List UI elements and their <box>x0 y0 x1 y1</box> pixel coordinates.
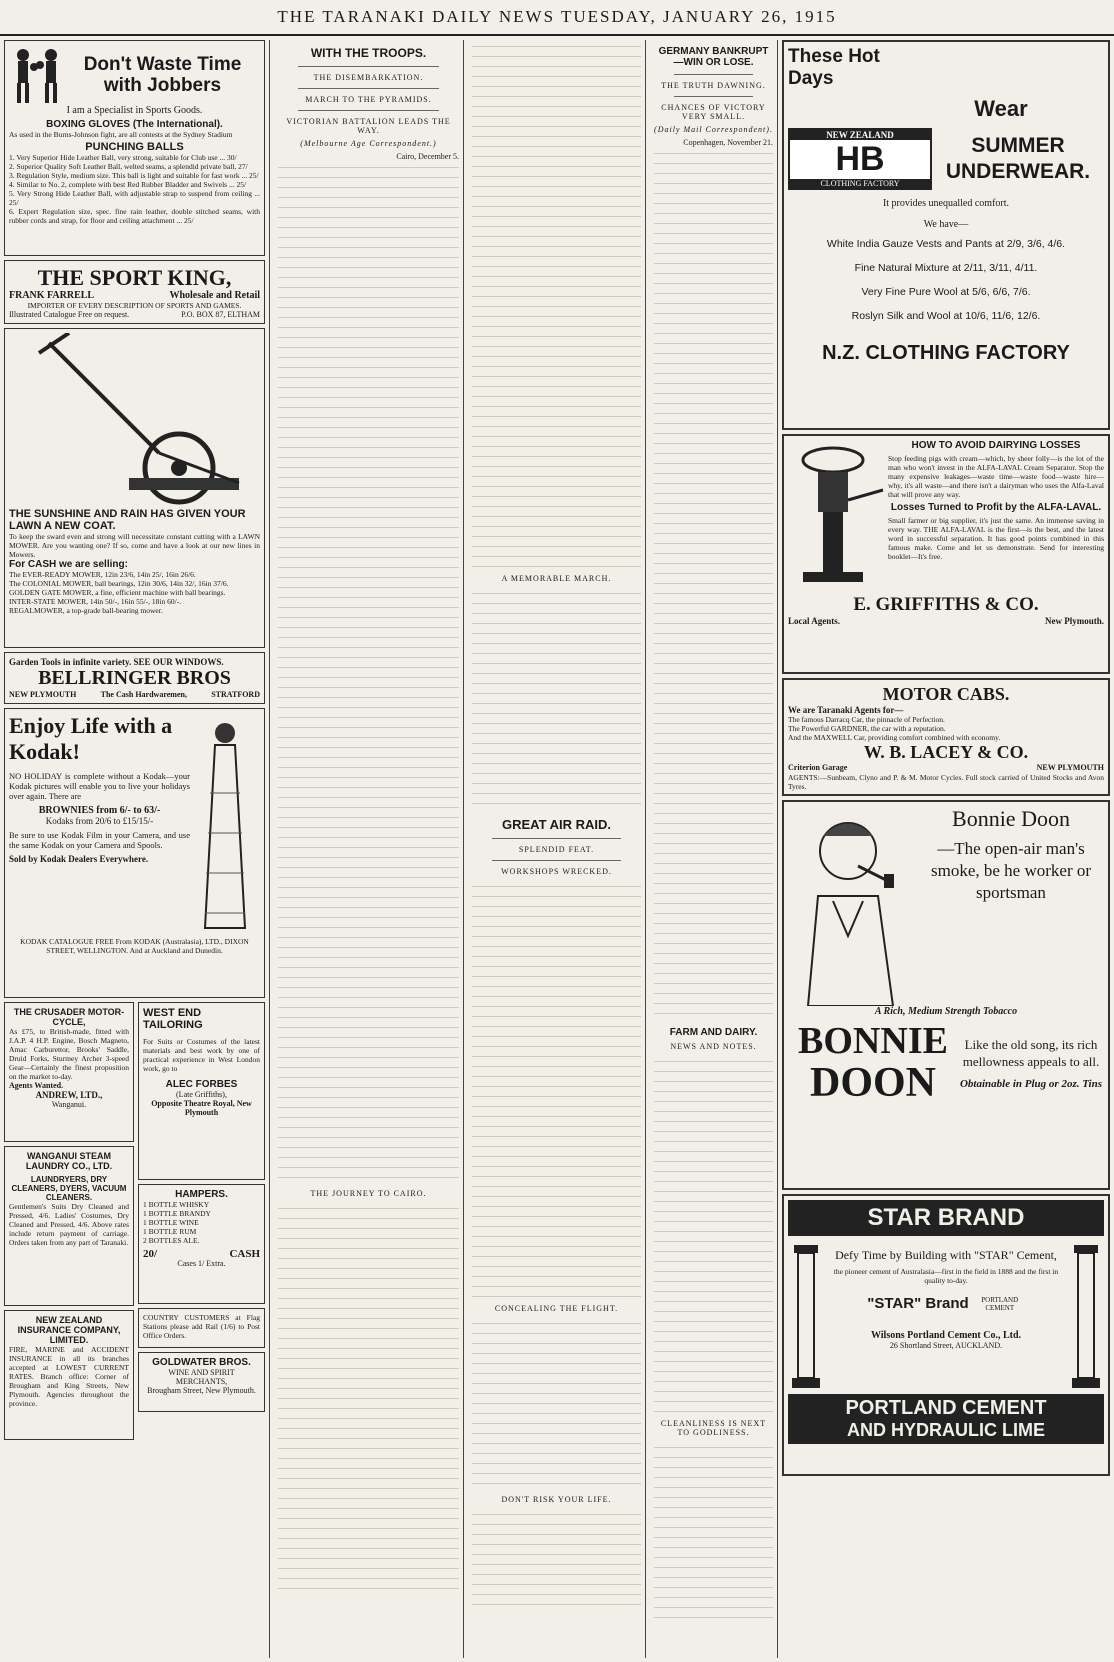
hamper-item: 2 BOTTLES ALE. <box>143 1236 200 1245</box>
launderers-title: LAUNDRYERS, DRY CLEANERS, DYERS, VACUUM CLEANERS. <box>11 1175 127 1202</box>
lacey-town: NEW PLYMOUTH <box>1036 763 1104 772</box>
lawn-mower-illustration-icon <box>9 333 259 508</box>
kodak-text: NO HOLIDAY is complete without a Kodak—your Kodak pictures will enable you to live your holidays over again. There are <box>9 771 190 801</box>
jobbers-title: Don't Waste Time with Jobbers <box>83 54 242 96</box>
article-subhead: THE JOURNEY TO CAIRO. <box>310 1189 427 1198</box>
article-credit: (Daily Mail Correspondent). <box>654 125 773 134</box>
pipe-smoker-illustration-icon <box>788 806 918 1006</box>
griffiths-name: E. GRIFFITHS & CO. <box>853 594 1039 615</box>
laundry-title: WANGANUI STEAM LAUNDRY CO., LTD. <box>25 1151 113 1171</box>
bonnie-title: Bonnie Doon <box>952 806 1070 831</box>
bell-right: STRATFORD <box>211 690 260 699</box>
article-subhead: WORKSHOPS WRECKED. <box>501 867 612 876</box>
article-subhead: NEWS AND NOTES. <box>670 1042 757 1051</box>
cash-heading: For CASH we are selling: <box>9 559 128 570</box>
motor-line: The famous Darracq Car, the pinnacle of Perfection. <box>788 715 945 724</box>
lacey-name: W. B. LACEY & CO. <box>863 742 1029 762</box>
wilsons-name: Wilsons Portland Cement Co., Ltd. <box>870 1330 1022 1341</box>
article-subhead: THE TRUTH DAWNING. <box>661 81 766 90</box>
punching-item: 5. Very Strong Hide Leather Ball, with adjustable strap to suspend from ceiling ... 25/ <box>9 189 260 207</box>
mower-item: REGALMOWER, a top-grade ball-bearing mower. <box>9 606 163 615</box>
bell-left: NEW PLYMOUTH <box>9 690 77 699</box>
bellringer-title: BELLRINGER BROS <box>38 667 231 689</box>
punching-item: 1. Very Superior Hide Leather Ball, very strong, suitable for Club use ... 30/ <box>9 153 237 162</box>
goldwater-address: Brougham Street, New Plymouth. <box>147 1386 256 1395</box>
farm-headline: FARM AND DAIRY. <box>669 1027 758 1038</box>
column-1-advertisements <box>4 40 270 1658</box>
kodak-sold: Sold by Kodak Dealers Everywhere. <box>9 854 149 864</box>
brownies-price: BROWNIES from 6/- to 63/- <box>38 805 161 816</box>
motor-cabs-ad <box>782 678 1110 796</box>
portland-small: PORTLAND CEMENT <box>981 1295 1019 1312</box>
punching-item: 4. Similar to No. 2, complete with best Red Rubber Bladder and Swivels ... 25/ <box>9 180 247 189</box>
hamper-item: 1 BOTTLE BRANDY <box>143 1209 211 1218</box>
article-subhead: THE DISEMBARKATION. <box>313 73 424 82</box>
masthead: THE TARANAKI DAILY NEWS TUESDAY, JANUARY 26, 1915 <box>0 0 1114 36</box>
alec-forbes: ALEC FORBES <box>165 1079 238 1090</box>
article-body <box>472 40 641 570</box>
article-subhead: DON'T RISK YOUR LIFE. <box>501 1495 612 1504</box>
country-ad <box>138 1308 265 1348</box>
wool-item: White India Gauze Vests and Pants at 2/9, 3/6, 4/6. <box>826 238 1066 250</box>
bonnie-big-2: DOON <box>810 1060 936 1106</box>
punching-item: 6. Expert Regulation size, spec. fine rain leather, double stitched seams, with rubber cords and strap, for floor and ceiling attachment ... 25/ <box>9 207 260 225</box>
star-brand-name: "STAR" Brand <box>867 1295 969 1312</box>
cream-separator-illustration-icon <box>788 440 888 590</box>
star-brand-banner: STAR BRAND <box>788 1200 1104 1236</box>
bonnie-doon-ad <box>782 800 1110 1190</box>
article-dateline: Cairo, December 5. <box>396 152 459 161</box>
crusader-agents: Agents Wanted. <box>9 1081 64 1090</box>
bonnie-tagline: —The open-air man's smoke, be he worker or sportsman <box>930 839 1092 902</box>
bellringer-ad <box>4 652 265 704</box>
insurance-ad <box>4 1310 134 1440</box>
column-4-articles <box>650 40 778 1658</box>
mower-item: INTER-STATE MOWER, 14in 50/-, 16in 55/-, 18in 60/-. <box>9 597 182 606</box>
crusader-title: THE CRUSADER MOTOR-CYCLE, <box>13 1007 125 1027</box>
hampers-ad <box>138 1184 265 1304</box>
farrell-line: IMPORTER OF EVERY DESCRIPTION OF SPORTS AND GAMES. <box>27 301 242 310</box>
article-subhead: A MEMORABLE MARCH. <box>501 574 612 583</box>
motor-line: And the MAXWELL Car, providing comfort combined with economy. <box>788 733 1001 742</box>
hamper-item: 1 BOTTLE WHISKY <box>143 1200 210 1209</box>
article-subhead: VICTORIAN BATTALION LEADS THE WAY. <box>286 117 451 135</box>
crusader-ad <box>4 1002 134 1142</box>
dairy-heading: HOW TO AVOID DAIRYING LOSSES <box>911 440 1081 451</box>
article-body <box>654 1441 773 1621</box>
article-subhead: CONCEALING THE FLIGHT. <box>494 1304 619 1313</box>
summer-underwear: SUMMER UNDERWEAR. <box>945 134 1091 183</box>
losses-line: Losses Turned to Profit by the ALFA-LAVAL. <box>890 502 1102 513</box>
west-end-title: WEST END <box>143 1007 202 1019</box>
alfa-laval-ad <box>782 434 1110 674</box>
west-end-ad <box>138 1002 265 1180</box>
kodak-ad <box>4 708 265 998</box>
mower-item: The EVER-READY MOWER, 12in 23/6, 14in 25/, 16in 26/6. <box>9 570 196 579</box>
bankrupt-headline: GERMANY BANKRUPT—WIN OR LOSE. <box>658 46 769 68</box>
wool-item: Roslyn Silk and Wool at 10/6, 11/6, 12/6. <box>851 310 1041 322</box>
article-credit: (Melbourne Age Correspondent.) <box>300 139 437 148</box>
motor-title: MOTOR CABS. <box>882 684 1010 704</box>
bonnie-rich: A Rich, Medium Strength Tobacco <box>874 1006 1018 1017</box>
country-text: COUNTRY CUSTOMERS at Flag Stations please add Rail (1/6) to Post Office Orders. <box>143 1313 260 1340</box>
article-subhead: MARCH TO THE PYRAMIDS. <box>305 95 432 104</box>
criterion-garage: Criterion Garage <box>788 763 848 772</box>
sport-king-ad <box>4 260 265 324</box>
portland-banner-1: PORTLAND CEMENT <box>845 1397 1047 1419</box>
tailoring-title: TAILORING <box>143 1019 203 1031</box>
lawn-mower-ad <box>4 328 265 648</box>
hamper-item: 1 BOTTLE RUM <box>143 1227 197 1236</box>
column-pillar-icon <box>788 1240 824 1390</box>
alec-late: (Late Griffiths), <box>176 1090 227 1099</box>
griffiths-local: Local Agents. <box>788 616 841 626</box>
motor-agents: We are Taranaki Agents for— <box>788 705 904 715</box>
hamper-cash: CASH <box>229 1248 260 1260</box>
mower-text: To keep the sward even and strong will necessitate constant cutting with a LAWN MOWER. Are you wanting one? If so, come and have a look at our new lines in Mowers. <box>9 532 260 559</box>
article-body <box>654 1055 773 1415</box>
column-pillar-icon <box>1068 1240 1104 1390</box>
dairy-more: Small farmer or big supplier, it's just the same. An immense saving in every way. THE ALFA-LAVAL is the first—is the best, and the latest word in successful separation. It has good points combined in this famous make. Come and let us demonstrate. Send for interesting booklet—It's free. <box>888 516 1104 561</box>
boxers-illustration-icon <box>9 45 65 105</box>
punching-heading: PUNCHING BALLS <box>85 141 184 153</box>
sport-king-title: THE SPORT KING, <box>37 265 232 290</box>
bonnie-like: Like the old song, its rich mellowness appeals to all. <box>962 1037 1100 1069</box>
bell-mid: The Cash Hardwaremen, <box>100 690 187 699</box>
article-body <box>472 1508 641 1608</box>
alec-address: Opposite Theatre Royal, New Plymouth <box>151 1099 252 1117</box>
mower-item: GOLDEN GATE MOWER, a fine, efficient machine with ball bearings. <box>9 588 226 597</box>
article-headline: WITH THE TROOPS. <box>310 46 427 60</box>
tailor-text: For Suits or Costumes of the latest materials and best work by one of practical experience in West London work, go to <box>143 1037 260 1073</box>
insurance-text: FIRE, MARINE and ACCIDENT INSURANCE in all its branches accepted at LOWEST CURRENT RATES. Branch office: Corner of Brougham and King Streets, New Plymouth. Agencies throughout the province. <box>9 1345 129 1408</box>
article-body <box>472 1317 641 1487</box>
hb-badge <box>788 128 932 190</box>
hb-badge-bottom: CLOTHING FACTORY <box>790 179 930 188</box>
article-subhead: CHANCES OF VICTORY VERY SMALL. <box>661 103 766 121</box>
comfort-line: It provides unequalled comfort. <box>882 198 1010 209</box>
article-body <box>472 587 641 807</box>
kodaks-price: Kodaks from 20/6 to £15/15/- <box>45 816 154 826</box>
article-subhead: SPLENDID FEAT. <box>518 845 595 854</box>
punching-item: 2. Superior Quality Soft Leather Ball, welted seams, a splendid private ball, 27/ <box>9 162 248 171</box>
lacey-agents: AGENTS:—Sunbeam, Clyno and P. & M. Motor Cycles. Full stock carried of United Stocks and Avon Tyres. <box>788 773 1104 791</box>
gloves-note: As used in the Burns-Johnson fight, are all contests at the Sydney Stadium <box>9 130 233 139</box>
crusader-text: As £75, to British-made, fitted with J.A.P. 4 H.P. Engine, Bosch Magneto, Amac Carburettor, Brooks' Saddle, Druid Forks, Sturmey Archer 3-speed Gear—Certainly the finest proposition on the market to-day. <box>9 1027 129 1081</box>
goldwater-sub: WINE AND SPIRIT MERCHANTS, <box>168 1368 235 1386</box>
farrell-catalogue: Illustrated Catalogue Free on request. <box>9 310 130 319</box>
wear-label: Wear <box>974 96 1028 121</box>
wool-item: Fine Natural Mixture at 2/11, 3/11, 4/11. <box>854 262 1038 274</box>
hamper-cases: Cases 1/ Extra. <box>177 1259 226 1268</box>
laundry-ad <box>4 1146 134 1306</box>
farrell-box: P.O. BOX 87, ELTHAM <box>181 310 260 319</box>
andrew-name: ANDREW, LTD., <box>35 1090 103 1100</box>
portland-banner-2: AND HYDRAULIC LIME <box>847 1420 1045 1440</box>
hamper-item: 1 BOTTLE WINE <box>143 1218 199 1227</box>
bonnie-big-1: BONNIE <box>798 1020 948 1062</box>
kodak-sure: Be sure to use Kodak Film in your Camera, and use the same Kodak on your Camera and Spools. <box>9 830 190 850</box>
gloves-heading: BOXING GLOVES (The International). <box>46 119 223 130</box>
hot-days: These Hot Days <box>788 46 880 89</box>
nzcf-name: N.Z. CLOTHING FACTORY <box>822 342 1070 364</box>
mower-item: The COLONIAL MOWER, ball bearings, 12in 30/6, 14in 32/, 16in 37/6. <box>9 579 229 588</box>
article-body <box>278 161 459 1181</box>
garden-line: Garden Tools in infinite variety. SEE OUR WINDOWS. <box>9 657 224 667</box>
farrell-right: Wholesale and Retail <box>169 290 260 301</box>
article-subhead: CLEANLINESS IS NEXT TO GODLINESS. <box>660 1419 767 1437</box>
column-5-advertisements <box>782 40 1110 1658</box>
dairy-text: Stop feeding pigs with cream—which, by sheer folly—is the lot of the man who won't invest in the ALFA-LAVAL Cream Separator. Stop the many expensive leakages—waste time—waste food—waste hire—why, it's all waste—and there isn't a dairyman who uses the Alfa-Laval that will prove any way. <box>888 454 1104 499</box>
lady-with-camera-illustration-icon <box>190 713 260 933</box>
jobbers-sub: I am a Specialist in Sports Goods. <box>66 105 203 116</box>
bonnie-obtainable: Obtainable in Plug or 2oz. Tins <box>959 1078 1102 1090</box>
punching-item: 3. Regulation Style, medium size. This ball is light and suitable for fast work ... 25/ <box>9 171 259 180</box>
star-cement-ad <box>782 1194 1110 1476</box>
nz-clothing-ad <box>782 40 1110 430</box>
star-text: the pioneer cement of Australasia—first in the field in 1888 and the first in quality to-day. <box>833 1267 1059 1285</box>
wilsons-address: 26 Shortland Street, AUCKLAND. <box>889 1341 1003 1350</box>
motor-line: The Powerful GARDNER, the car with a reputation. <box>788 724 946 733</box>
andrew-town: Wanganui. <box>51 1100 87 1109</box>
article-dateline: Copenhagen, November 21. <box>683 138 773 147</box>
hamper-price: 20/ <box>143 1248 158 1260</box>
hb-badge-top: NEW ZEALAND <box>790 130 930 140</box>
article-body <box>278 1202 459 1592</box>
defy-line: Defy Time by Building with "STAR" Cement, <box>835 1248 1057 1262</box>
laundry-text: Gentlemen's Suits Dry Cleaned and Pressed, 4/6. Ladies' Costumes, Dry Cleaned and Pressed, 4/6. Above rates include return payment of carriage. Orders taken from any part of Taranaki. <box>9 1202 129 1247</box>
kodak-title: Enjoy Life with a Kodak! <box>9 713 173 764</box>
mower-heading: THE SUNSHINE AND RAIN HAS GIVEN YOUR LAWN A NEW COAT. <box>9 508 246 532</box>
farrell-name: FRANK FARRELL <box>9 290 95 301</box>
column-2-article <box>274 40 464 1658</box>
goldwater-title: GOLDWATER BROS. <box>152 1357 251 1368</box>
griffiths-town: New Plymouth. <box>1045 616 1104 626</box>
article-body <box>472 880 641 1300</box>
kodak-catalogue: KODAK CATALOGUE FREE From KODAK (Australasia), LTD., DIXON STREET, WELLINGTON. And at Auckland and Dunedin. <box>20 937 249 955</box>
article-body <box>654 147 773 1017</box>
goldwater-ad <box>138 1352 265 1412</box>
hampers-title: HAMPERS. <box>175 1189 228 1200</box>
hb-logo: HB <box>835 140 885 178</box>
wool-item: Very Fine Pure Wool at 5/6, 6/6, 7/6. <box>861 286 1031 298</box>
column-3-articles <box>468 40 646 1658</box>
we-have: We have— <box>923 219 969 230</box>
air-raid-headline: GREAT AIR RAID. <box>501 817 612 832</box>
jobbers-ad <box>4 40 265 256</box>
insurance-title: NEW ZEALAND INSURANCE COMPANY, LIMITED. <box>17 1315 121 1345</box>
